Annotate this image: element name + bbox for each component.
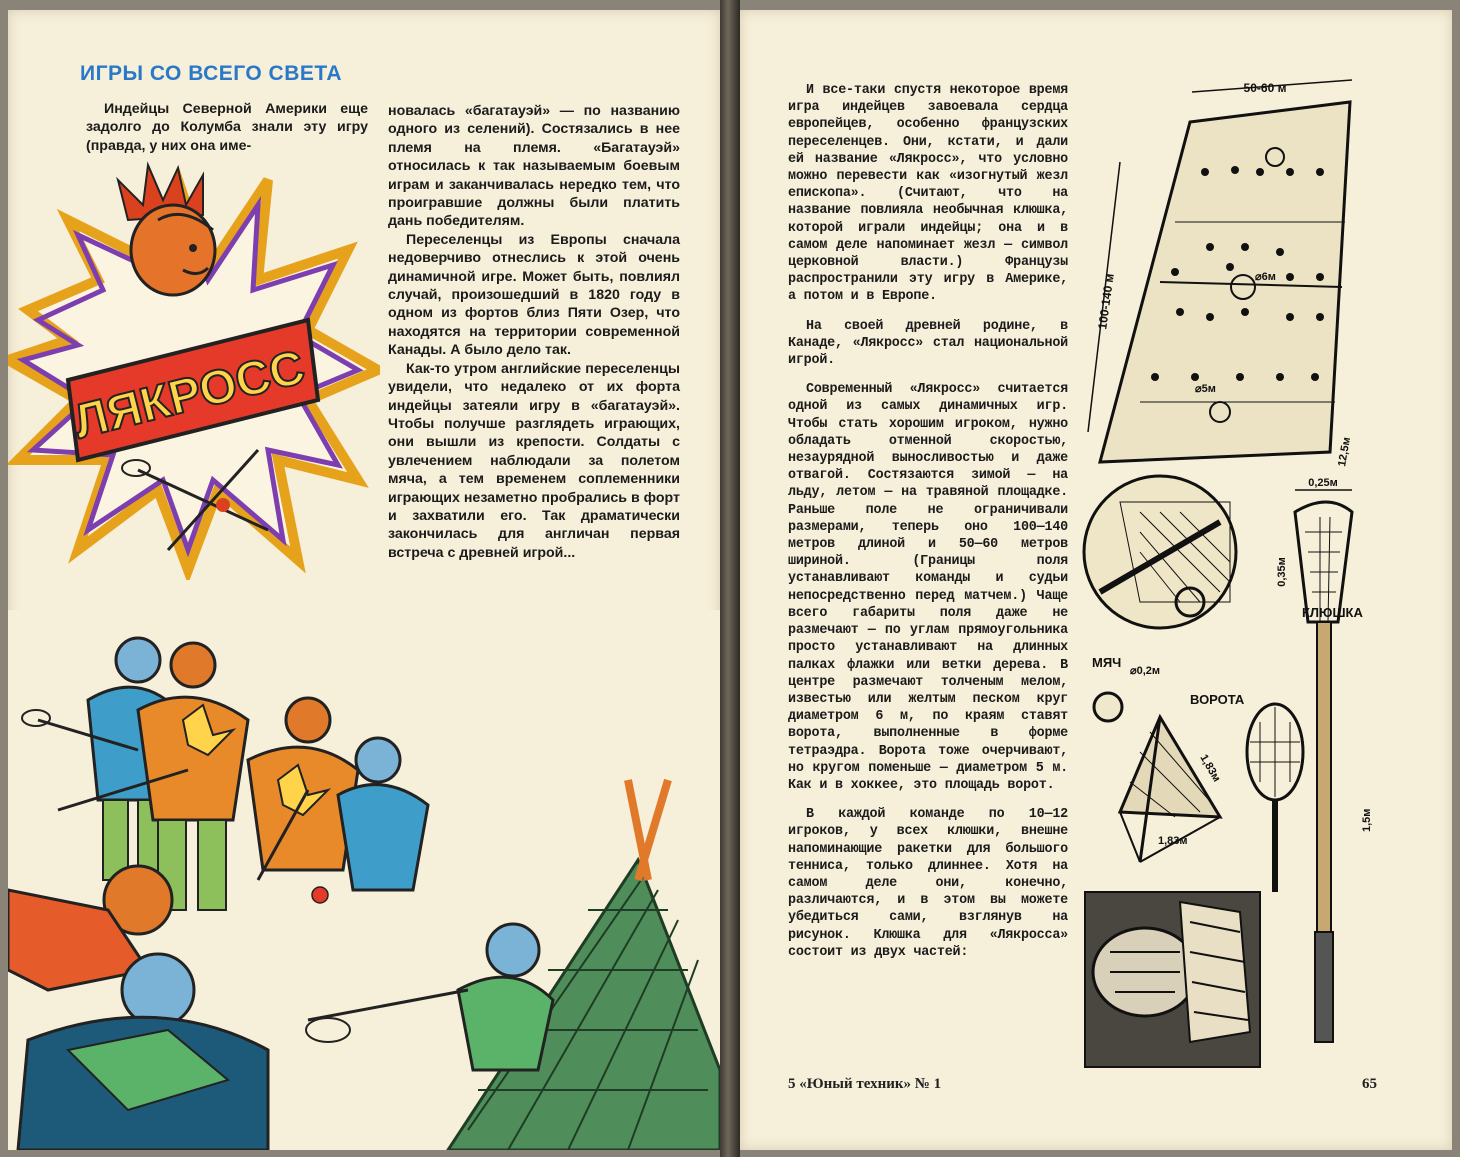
lacrosse-stick-icon (1295, 502, 1352, 1042)
paragraph: На своей древней родине, в Канаде, «Лякросс» стал национальной игрой. (788, 318, 1068, 369)
svg-text:50-60 м: 50-60 м (1243, 81, 1287, 95)
players-illustration (8, 610, 720, 1150)
paragraph: Как-то утром английские переселенцы увидели, что недалеко от их форта индейцы затеяли игру в «багатауэй». Чтобы получше разглядеть играющих, они вышли из крепости. Солдаты с увлечением наблюдали за полетом мяча, а тем временем соплеменники играющих незаметно пробрались в форт и захватили его. Так драматически закончилась для англичан первая встреча с древней игрой... (388, 360, 680, 561)
text-column-2 (388, 102, 680, 562)
book-spine (720, 0, 740, 1157)
ball-icon (1094, 693, 1122, 721)
svg-text:⌀5м: ⌀5м (1195, 383, 1216, 395)
page-footer-issue: 5 «Юный техник» № 1 (788, 1076, 942, 1092)
svg-text:ВОРОТА: ВОРОТА (1190, 692, 1245, 707)
svg-text:1,83м: 1,83м (1158, 835, 1188, 847)
text-column-1 (86, 100, 368, 155)
section-heading: ИГРЫ СО ВСЕГО СВЕТА (80, 62, 343, 85)
svg-text:0,25м: 0,25м (1308, 477, 1338, 489)
stick-detail-icon (1084, 476, 1236, 628)
field-diagram (1080, 72, 1450, 482)
svg-text:⌀0,2м: ⌀0,2м (1130, 665, 1161, 677)
lacrosse-logo-illustration (8, 160, 380, 580)
svg-text:1,83м: 1,83м (1197, 752, 1223, 785)
paragraph: новалась «багатауэй» — по названию одного из селений). Состязались в нее племя на племя. «Багатауэй» относилась к так называемым боевым играм и заканчивалась нередко тем, что проигравшие должны были платить дань победителям. (388, 103, 680, 230)
equipment-diagram (1080, 472, 1450, 1072)
svg-text:⌀6м: ⌀6м (1255, 271, 1276, 283)
svg-text:12,5м: 12,5м (1336, 436, 1354, 468)
svg-text:МЯЧ: МЯЧ (1092, 655, 1122, 670)
paragraph: И все-таки спустя некоторое время игра индейцев завоевала сердца европейцев, особенно французских переселенцев. Они, кстати, и дали ей название «Лякросс», что условно можно перевести как «изогнутый жезл епископа». (Считают, что на название повлияла необычная клюшка, которой играли индейцы; она и в самом деле напоминает жезл — символ церковной власти.) Французы распространили эту игру в Америке, а потом и в Европе. (788, 83, 1068, 305)
svg-text:100-140 м: 100-140 м (1095, 272, 1117, 331)
svg-text:КЛЮШКА: КЛЮШКА (1302, 605, 1363, 620)
svg-text:0,35м: 0,35м (1276, 557, 1288, 587)
svg-text:ЛЯКРОСС: ЛЯКРОСС (68, 340, 310, 450)
svg-text:1,5м: 1,5м (1361, 808, 1373, 832)
racket-icon (1247, 704, 1303, 892)
left-page (8, 10, 720, 1150)
page-number: 65 (1362, 1076, 1377, 1092)
paragraph: В каждой команде по 10—12 игроков, у всех клюшки, внешне напоминающие ракетки для большого тенниса, только длиннее. Хотя на самом деле они, конечно, различаются, и в этом вы можете убедиться сами, взглянув на рисунок. Клюшка для «Лякросса» состоит из двух частей: (788, 807, 1068, 960)
gloves-helmet-icon (1085, 892, 1260, 1067)
paragraph: Индейцы Северной Америки еще задолго до Колумба знали эту игру (правда, у них она име- (86, 101, 368, 154)
text-column-right (788, 82, 1068, 973)
paragraph: Современный «Лякросс» считается одной из самых динамичных игр. Чтобы стать хорошим игроком, нужно обладать отменной скоростью, незаурядной выносливостью и даже отвагой. Состязаются зимой — на льду, летом — на травяной площадке. Раньше поле не ограничивали размерами, теперь оно 100—140 метров длиной и 50—60 метров шириной. (Границы поля устанавливают команды и судьи непосредственно перед матчем.) Чаще всего габариты поля даже не размечают — по углам прямоугольника просто устанавливают на длинных палках флажки или ветки дерева. В центре размечают толченым мелом, известью или желтым песком круг диаметром 6 м, по краям ставят ворота, выполненные в форме тетраэдра. Ворота тоже очерчивают, но кругом поменьше — диаметром 5 м. Как и в хоккее, это площадь ворот. (788, 382, 1068, 793)
right-page (740, 10, 1452, 1150)
paragraph: Переселенцы из Европы сначала недоверчиво отнеслись к этой очень динамичной игре. Может быть, повлиял случай, произошедший в 1820 году в одном из фортов близ Пяти Озер, что находятся на территории современной Канады. А было дело так. (388, 231, 680, 359)
